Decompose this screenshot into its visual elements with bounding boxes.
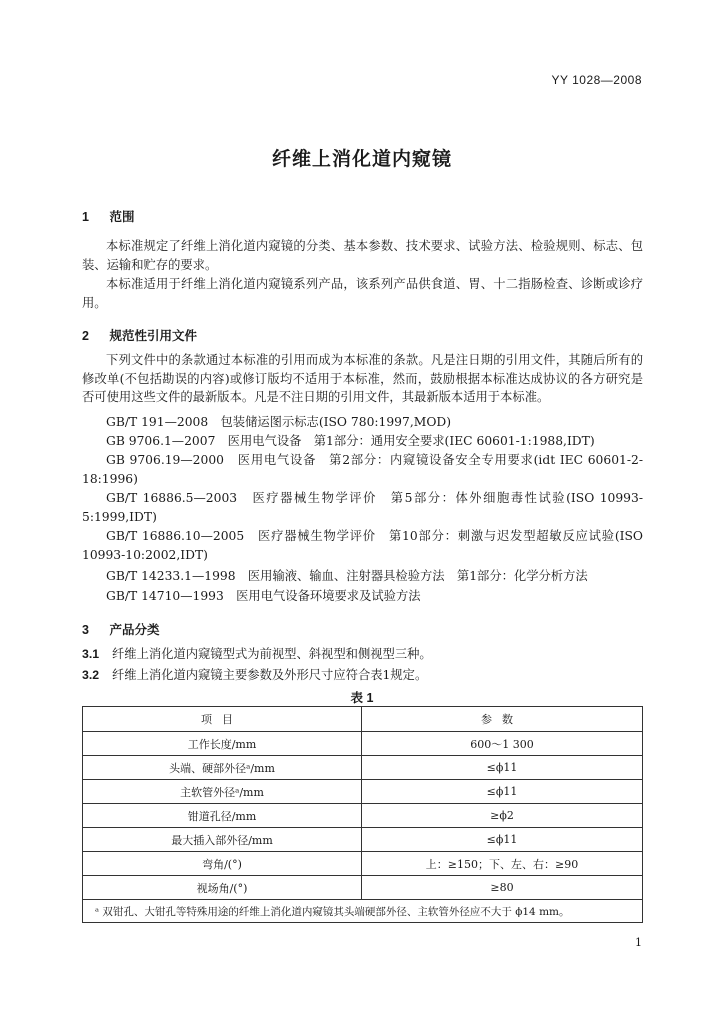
column-header-parameter: 参数: [362, 707, 643, 732]
reference-item: GB/T 14233.1—1998 医用输液、输血、注射器具检验方法 第1部分：化学分析方法: [106, 569, 588, 583]
table-caption: 表 1: [350, 691, 374, 705]
table-row: [83, 780, 643, 804]
section-number: 2: [82, 329, 89, 343]
table-row: [83, 876, 643, 900]
item-cell: 视场角/(°): [83, 876, 362, 900]
value-cell: ≥80: [362, 876, 643, 900]
reference-item: GB 9706.19—2000 医用电气设备 第2部分：内窥镜设备安全专用要求(idt IEC 60601-2-18:1996): [82, 453, 643, 486]
clause-number: 3.2: [82, 668, 100, 682]
table-row: [83, 828, 643, 852]
section-number: 1: [82, 210, 89, 224]
reference-item: GB/T 14710—1993 医用电气设备环境要求及试验方法: [106, 589, 421, 603]
clause-3-1: [82, 645, 643, 664]
section-title: 规范性引用文件: [109, 329, 197, 343]
value-cell: ≤ϕ11: [362, 780, 643, 804]
table-row: [83, 756, 643, 780]
item-cell: 主软管外径ᵃ/mm: [83, 780, 362, 804]
references-intro: 下列文件中的条款通过本标准的引用而成为本标准的条款。凡是注日期的引用文件，其随后所有的修改单(不包括勘误的内容)或修订版均不适用于本标准，然而，鼓励根据本标准达成协议的各方研究是否可使用这些文件的最新版本。凡是不注日期的引用文件，其最新版本适用于本标准。: [82, 353, 643, 404]
clause-text: 纤维上消化道内窥镜主要参数及外形尺寸应符合表1规定。: [112, 668, 428, 682]
table-header-row: [83, 707, 643, 732]
table-row: [83, 852, 643, 876]
clause-text: 纤维上消化道内窥镜型式为前视型、斜视型和侧视型三种。: [112, 647, 432, 661]
standard-number: YY 1028—2008: [551, 73, 642, 87]
section-number: 3: [82, 623, 89, 637]
value-cell: 600～1 300: [362, 732, 643, 756]
section-title: 范围: [109, 210, 135, 224]
section-title: 产品分类: [109, 623, 160, 637]
item-cell: 钳道孔径/mm: [83, 804, 362, 828]
item-cell: 工作长度/mm: [83, 732, 362, 756]
item-cell: 头端、硬部外径ᵃ/mm: [83, 756, 362, 780]
table-row: [83, 804, 643, 828]
column-header-item: 项目: [83, 707, 362, 732]
item-cell: 弯角/(°): [83, 852, 362, 876]
reference-item: GB/T 16886.10—2005 医疗器械生物学评价 第10部分：刺激与迟发型超敏反应试验(ISO 10993-10:2002,IDT): [82, 529, 643, 562]
value-cell: ≤ϕ11: [362, 828, 643, 852]
reference-item: GB/T 16886.5—2003 医疗器械生物学评价 第5部分：体外细胞毒性试验(ISO 10993-5:1999,IDT): [82, 491, 643, 524]
section-3-heading: [82, 620, 160, 638]
value-cell: ≤ϕ11: [362, 756, 643, 780]
scope-paragraph-2: 本标准适用于纤维上消化道内窥镜系列产品，该系列产品供食道、胃、十二指肠检查、诊断或诊疗用。: [82, 277, 643, 310]
reference-item: GB 9706.1—2007 医用电气设备 第1部分：通用安全要求(IEC 60601-1:1988,IDT): [106, 434, 595, 448]
section-2-heading: [82, 326, 197, 344]
value-cell: ≥ϕ2: [362, 804, 643, 828]
table-footnote-row: [83, 900, 643, 923]
page-number: 1: [635, 936, 642, 949]
section-1-heading: [82, 207, 135, 225]
reference-item: GB/T 191—2008 包装储运图示标志(ISO 780:1997,MOD): [106, 415, 452, 429]
clause-number: 3.1: [82, 647, 100, 661]
parameters-table: [82, 706, 643, 923]
table-row: [83, 732, 643, 756]
item-cell: 最大插入部外径/mm: [83, 828, 362, 852]
scope-paragraph-1: 本标准规定了纤维上消化道内窥镜的分类、基本参数、技术要求、试验方法、检验规则、标志、包装、运输和贮存的要求。: [82, 239, 643, 272]
table-footnote: ᵃ 双钳孔、大钳孔等特殊用途的纤维上消化道内窥镜其头端硬部外径、主软管外径应不大于 ϕ14 mm。: [83, 900, 643, 923]
value-cell: 上：≥150；下、左、右：≥90: [362, 852, 643, 876]
document-title: 纤维上消化道内窥镜: [271, 148, 452, 170]
clause-3-2: [82, 666, 643, 685]
